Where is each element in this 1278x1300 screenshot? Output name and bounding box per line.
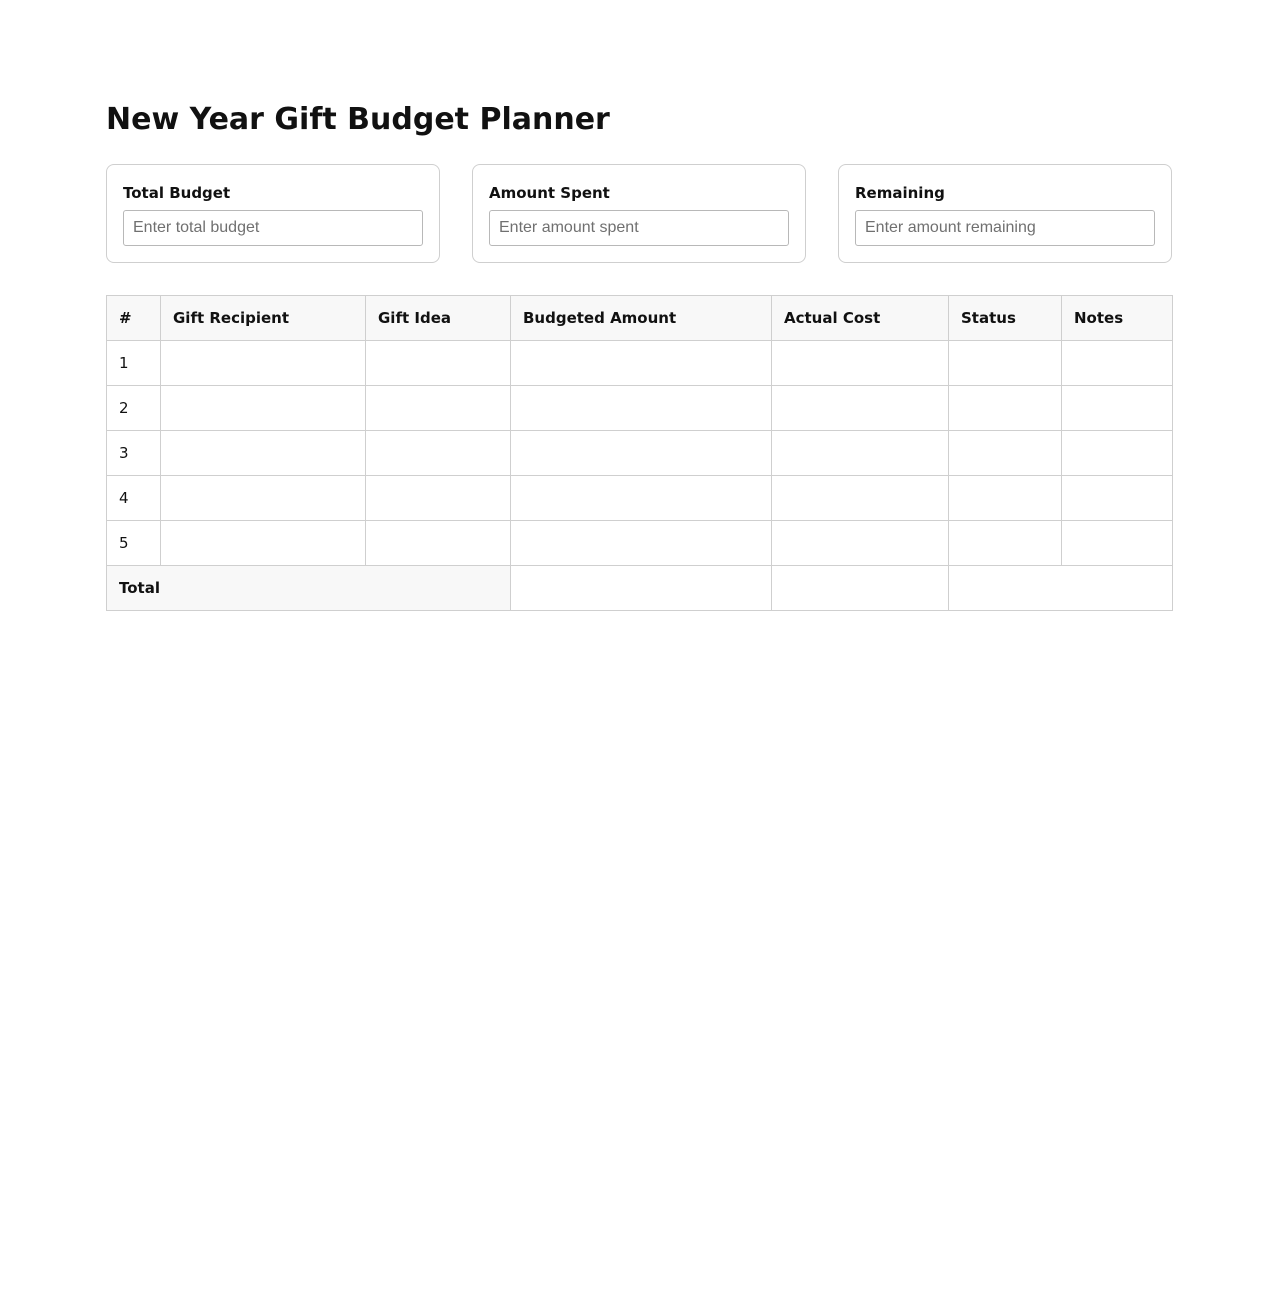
budgeted-amount-cell[interactable] <box>511 521 772 566</box>
total-budget-input[interactable] <box>123 210 423 246</box>
status-cell[interactable] <box>949 521 1062 566</box>
amount-spent-card <box>472 164 806 263</box>
row-number: 2 <box>107 386 161 431</box>
budgeted-amount-cell[interactable] <box>511 476 772 521</box>
table-row <box>107 476 1173 521</box>
notes-cell[interactable] <box>1062 431 1173 476</box>
column-header: Status <box>949 296 1062 341</box>
row-number: 1 <box>107 341 161 386</box>
actual-cost-cell[interactable] <box>772 476 949 521</box>
summary-cards <box>106 164 1172 263</box>
row-number: 5 <box>107 521 161 566</box>
recipient-cell[interactable] <box>161 431 366 476</box>
remaining-input[interactable] <box>855 210 1155 246</box>
actual-cost-cell[interactable] <box>772 521 949 566</box>
column-header: # <box>107 296 161 341</box>
notes-cell[interactable] <box>1062 521 1173 566</box>
table-row <box>107 386 1173 431</box>
actual-cost-cell[interactable] <box>772 341 949 386</box>
gift-idea-cell[interactable] <box>366 386 511 431</box>
remaining-card <box>838 164 1172 263</box>
column-header: Actual Cost <box>772 296 949 341</box>
gift-idea-cell[interactable] <box>366 431 511 476</box>
total-row <box>107 566 1173 611</box>
amount-spent-label: Amount Spent <box>489 184 610 202</box>
notes-cell[interactable] <box>1062 476 1173 521</box>
total-label: Total <box>107 566 511 611</box>
total-actual-cell <box>772 566 949 611</box>
gift-idea-cell[interactable] <box>366 341 511 386</box>
table-row <box>107 341 1173 386</box>
gift-budget-table <box>106 295 1173 611</box>
row-number: 4 <box>107 476 161 521</box>
notes-cell[interactable] <box>1062 341 1173 386</box>
gift-idea-cell[interactable] <box>366 521 511 566</box>
column-header: Budgeted Amount <box>511 296 772 341</box>
total-budget-card <box>106 164 440 263</box>
recipient-cell[interactable] <box>161 521 366 566</box>
budgeted-amount-cell[interactable] <box>511 386 772 431</box>
recipient-cell[interactable] <box>161 341 366 386</box>
actual-cost-cell[interactable] <box>772 431 949 476</box>
budgeted-amount-cell[interactable] <box>511 431 772 476</box>
table-row <box>107 521 1173 566</box>
recipient-cell[interactable] <box>161 476 366 521</box>
total-budget-label: Total Budget <box>123 184 231 202</box>
amount-spent-input[interactable] <box>489 210 789 246</box>
notes-cell[interactable] <box>1062 386 1173 431</box>
row-number: 3 <box>107 431 161 476</box>
column-header: Notes <box>1062 296 1173 341</box>
column-header: Gift Idea <box>366 296 511 341</box>
total-rest-cell <box>949 566 1173 611</box>
actual-cost-cell[interactable] <box>772 386 949 431</box>
page-title: New Year Gift Budget Planner <box>106 102 610 137</box>
status-cell[interactable] <box>949 341 1062 386</box>
recipient-cell[interactable] <box>161 386 366 431</box>
status-cell[interactable] <box>949 431 1062 476</box>
remaining-label: Remaining <box>855 184 945 202</box>
status-cell[interactable] <box>949 476 1062 521</box>
table-header-row <box>107 296 1173 341</box>
status-cell[interactable] <box>949 386 1062 431</box>
budgeted-amount-cell[interactable] <box>511 341 772 386</box>
table-row <box>107 431 1173 476</box>
column-header: Gift Recipient <box>161 296 366 341</box>
total-budgeted-cell <box>511 566 772 611</box>
gift-idea-cell[interactable] <box>366 476 511 521</box>
